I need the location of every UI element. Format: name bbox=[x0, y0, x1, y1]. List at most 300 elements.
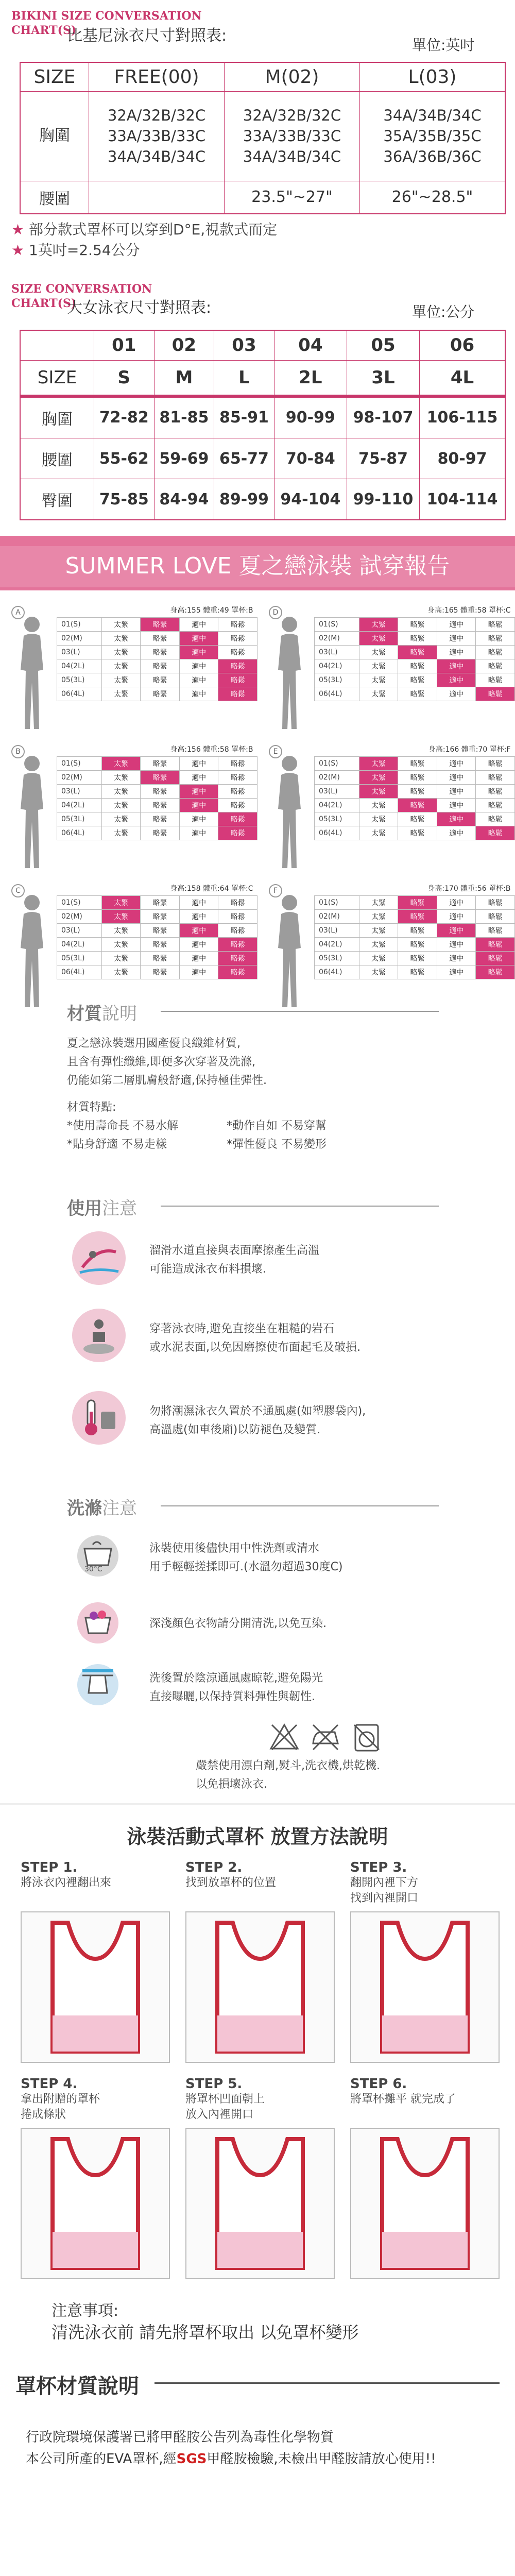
fit-cell: 太緊 bbox=[359, 910, 398, 924]
fit-cell: 略鬆 bbox=[476, 757, 515, 771]
fit-cell: 適中 bbox=[179, 826, 218, 840]
fit-size: 06(4L) bbox=[315, 965, 359, 979]
fit-cell: 略鬆 bbox=[218, 952, 258, 965]
fit-row bbox=[315, 687, 515, 701]
fit-cell: 略鬆 bbox=[476, 673, 515, 687]
model-tag: B bbox=[11, 745, 25, 758]
wash-line: 深淺顏色衣物請分開清洗,以免互染. bbox=[149, 1617, 327, 1630]
usage-item bbox=[149, 1320, 360, 1357]
fit-size: 06(4L) bbox=[57, 687, 102, 701]
fit-size: 02(M) bbox=[57, 771, 102, 785]
fit-size: 03(L) bbox=[315, 646, 359, 659]
fit-cell: 略緊 bbox=[398, 771, 437, 785]
step-photo bbox=[21, 2128, 170, 2279]
fit-cell: 略緊 bbox=[141, 910, 180, 924]
model-info: 身高:170 體重:56 罩杯:B bbox=[427, 885, 511, 893]
step-photo bbox=[350, 2128, 500, 2279]
bikini-chest-free bbox=[89, 91, 225, 181]
cupmat-line-2 bbox=[26, 2448, 436, 2467]
fit-cell: 太緊 bbox=[359, 965, 398, 979]
step-text: 找到內裡開口 bbox=[350, 1892, 419, 1905]
step-title: STEP 4. bbox=[21, 2076, 78, 2092]
fit-cell: 略緊 bbox=[398, 826, 437, 840]
fit-row bbox=[57, 646, 258, 659]
fit-cell: 適中 bbox=[437, 938, 476, 952]
step-title: STEP 5. bbox=[185, 2076, 243, 2092]
bikini-note-1 bbox=[11, 218, 277, 239]
cup-notice: 清洗泳衣前 請先將罩杯取出 以免罩杯變形 bbox=[52, 2323, 359, 2342]
girl-row-chest bbox=[20, 397, 505, 438]
no-machine-wash-icon bbox=[350, 1721, 383, 1754]
girl-cell: 55-62 bbox=[94, 438, 154, 479]
fit-row bbox=[57, 785, 258, 799]
fit-cell: 太緊 bbox=[359, 812, 398, 826]
swimsuit-icon bbox=[22, 1912, 169, 2062]
temp-label: 30°C bbox=[84, 1565, 102, 1573]
fit-cell: 太緊 bbox=[359, 826, 398, 840]
cup-step bbox=[185, 2076, 335, 2282]
fit-size: 01(S) bbox=[57, 757, 102, 771]
fit-cell: 適中 bbox=[179, 910, 218, 924]
fit-row bbox=[57, 952, 258, 965]
girl-code: 04 bbox=[274, 330, 347, 360]
bikini-waist-l: 26"~28.5" bbox=[360, 181, 506, 214]
girl-cell: 81-85 bbox=[154, 397, 214, 438]
wash-item bbox=[149, 1669, 323, 1706]
fit-cell: 適中 bbox=[179, 632, 218, 646]
bikini-chest-cell: 36A/36B/36C bbox=[383, 148, 482, 165]
fit-cell: 略緊 bbox=[398, 632, 437, 646]
fit-size: 02(M) bbox=[315, 910, 359, 924]
bikini-size-table bbox=[20, 62, 506, 214]
fit-cell: 略鬆 bbox=[218, 826, 258, 840]
fit-cell: 適中 bbox=[437, 771, 476, 785]
fit-cell: 太緊 bbox=[101, 812, 141, 826]
fit-cell: 略緊 bbox=[398, 952, 437, 965]
girl-row-hip bbox=[20, 479, 505, 520]
usage-line: 高溫處(如車後廂)以防褪色及變質. bbox=[149, 1423, 321, 1436]
bikini-chest-cell: 34A/34B/34C bbox=[383, 107, 482, 124]
girl-row-label: 腰圍 bbox=[20, 438, 94, 479]
cup-notice-title: 注意事項: bbox=[52, 2302, 119, 2320]
fit-cell: 適中 bbox=[179, 896, 218, 910]
fit-cell: 太緊 bbox=[101, 785, 141, 799]
bikini-waist-free bbox=[89, 181, 225, 214]
bikini-waist-m: 23.5"~27" bbox=[225, 181, 360, 214]
fit-size: 04(2L) bbox=[315, 938, 359, 952]
fit-cell: 略鬆 bbox=[218, 757, 258, 771]
bikini-chest-l bbox=[360, 91, 506, 181]
fit-cell: 太緊 bbox=[101, 659, 141, 673]
fit-size: 01(S) bbox=[57, 896, 102, 910]
fit-row bbox=[57, 896, 258, 910]
fit-cell: 略鬆 bbox=[218, 812, 258, 826]
girl-cell: 94-104 bbox=[274, 479, 347, 520]
fit-cell: 略鬆 bbox=[218, 799, 258, 812]
fit-cell: 略鬆 bbox=[476, 799, 515, 812]
fit-cell: 略緊 bbox=[141, 646, 180, 659]
bikini-chest-cell: 34A/34B/34C bbox=[107, 148, 206, 165]
fit-cell: 略鬆 bbox=[476, 965, 515, 979]
step-title: STEP 3. bbox=[350, 1860, 407, 1875]
girl-cell: 70-84 bbox=[274, 438, 347, 479]
wash-bottom bbox=[196, 1757, 380, 1794]
bikini-note-1-text: 部分款式罩杯可以穿到D°E,視款式而定 bbox=[29, 221, 278, 238]
fit-cell: 略緊 bbox=[141, 896, 180, 910]
material-title bbox=[67, 999, 137, 1025]
fit-cell: 太緊 bbox=[359, 618, 398, 632]
step-text: 找到放罩杯的位置 bbox=[185, 1876, 277, 1889]
girl-cell: 75-85 bbox=[94, 479, 154, 520]
fit-size: 04(2L) bbox=[57, 659, 102, 673]
material-para bbox=[67, 1035, 267, 1090]
fit-row bbox=[315, 910, 515, 924]
fit-row bbox=[57, 618, 258, 632]
cup-steps bbox=[0, 1860, 515, 2293]
fit-size: 02(M) bbox=[57, 910, 102, 924]
fit-cell: 略緊 bbox=[141, 618, 180, 632]
fit-size: 02(M) bbox=[315, 771, 359, 785]
fit-cell: 略鬆 bbox=[476, 910, 515, 924]
step-text: 放入內裡開口 bbox=[185, 2108, 254, 2121]
fit-cell: 略緊 bbox=[141, 757, 180, 771]
step-text: 捲成條狀 bbox=[21, 2108, 66, 2121]
fit-size: 05(3L) bbox=[57, 952, 102, 965]
fit-cell: 太緊 bbox=[101, 687, 141, 701]
fit-size: 05(3L) bbox=[315, 952, 359, 965]
fit-cell: 適中 bbox=[179, 952, 218, 965]
fit-row bbox=[315, 757, 515, 771]
fit-row bbox=[315, 952, 515, 965]
fit-size: 01(S) bbox=[57, 618, 102, 632]
report-title: SUMMER LOVE 夏之戀泳裝 試穿報告 bbox=[65, 553, 450, 579]
girl-cell: 98-107 bbox=[347, 397, 419, 438]
no-iron-icon bbox=[309, 1721, 342, 1754]
fit-cell: 略鬆 bbox=[476, 952, 515, 965]
fit-cell: 太緊 bbox=[101, 673, 141, 687]
fit-cell: 略鬆 bbox=[218, 659, 258, 673]
step-title: STEP 6. bbox=[350, 2076, 407, 2092]
cup-step bbox=[21, 2076, 170, 2282]
girl-code: 01 bbox=[94, 330, 154, 360]
fit-row bbox=[57, 771, 258, 785]
girl-cell: 84-94 bbox=[154, 479, 214, 520]
fit-cell: 略緊 bbox=[141, 952, 180, 965]
fit-cell: 太緊 bbox=[101, 799, 141, 812]
fit-cell: 略緊 bbox=[398, 965, 437, 979]
waterslide-icon bbox=[72, 1231, 126, 1285]
girl-size: L bbox=[214, 360, 274, 395]
fit-row bbox=[57, 812, 258, 826]
fit-row bbox=[315, 785, 515, 799]
fit-cell: 略緊 bbox=[398, 938, 437, 952]
girl-cell: 99-110 bbox=[347, 479, 419, 520]
star-icon: ★ bbox=[11, 242, 25, 259]
fit-cell: 太緊 bbox=[101, 910, 141, 924]
bikini-header-free: FREE(00) bbox=[89, 62, 225, 91]
fit-table bbox=[57, 603, 258, 701]
fit-cell: 適中 bbox=[179, 673, 218, 687]
fit-row bbox=[315, 659, 515, 673]
wash-line: 用手輕輕搓揉即可.(水溫勿超過30度C) bbox=[149, 1561, 343, 1573]
fit-size: 04(2L) bbox=[315, 659, 359, 673]
fit-cell: 略鬆 bbox=[476, 785, 515, 799]
fit-size: 06(4L) bbox=[315, 687, 359, 701]
fit-row bbox=[57, 687, 258, 701]
step-title: STEP 2. bbox=[185, 1860, 243, 1875]
wash-line: 洗後置於陰涼通風處晾乾,避免陽光 bbox=[149, 1672, 323, 1685]
fit-size: 03(L) bbox=[57, 785, 102, 799]
fit-cell: 適中 bbox=[179, 646, 218, 659]
material-para-line: 仍能如第二層肌膚般舒適,保持極佳彈性. bbox=[67, 1074, 267, 1087]
fit-cell: 略緊 bbox=[141, 938, 180, 952]
model-card bbox=[258, 603, 515, 737]
fit-cell: 太緊 bbox=[359, 896, 398, 910]
step-photo bbox=[185, 1911, 335, 2063]
fit-size: 06(4L) bbox=[315, 826, 359, 840]
girl-size: 4L bbox=[420, 360, 505, 395]
cup-step bbox=[185, 1860, 335, 2066]
divider bbox=[161, 1505, 439, 1506]
fit-cell: 太緊 bbox=[101, 924, 141, 938]
material-feature: *使用壽命長 不易水解 bbox=[67, 1120, 178, 1132]
girl-size: S bbox=[94, 360, 154, 395]
model-tag: E bbox=[269, 745, 282, 758]
girl-cell: 72-82 bbox=[94, 397, 154, 438]
fit-cell: 適中 bbox=[437, 632, 476, 646]
wash-bottom-line: 嚴禁使用漂白劑,熨斗,洗衣機,烘乾機. bbox=[196, 1759, 380, 1772]
fit-cell: 適中 bbox=[437, 952, 476, 965]
fit-cell: 略緊 bbox=[141, 924, 180, 938]
fit-cell: 太緊 bbox=[101, 646, 141, 659]
fit-cell: 略鬆 bbox=[218, 938, 258, 952]
fit-cell: 太緊 bbox=[101, 757, 141, 771]
cup-step bbox=[350, 2076, 500, 2282]
color-separate-icon bbox=[77, 1602, 118, 1643]
bikini-chest-cell: 34A/34B/34C bbox=[243, 148, 341, 165]
fit-size: 04(2L) bbox=[57, 938, 102, 952]
fit-cell: 略鬆 bbox=[218, 785, 258, 799]
fit-cell: 太緊 bbox=[359, 771, 398, 785]
girl-size-label: SIZE bbox=[20, 360, 94, 395]
fit-cell: 略鬆 bbox=[218, 910, 258, 924]
fit-size: 05(3L) bbox=[57, 673, 102, 687]
fit-row bbox=[315, 965, 515, 979]
girl-en-title-1: SIZE CONVERSATION bbox=[11, 282, 152, 296]
fit-cell: 略鬆 bbox=[476, 618, 515, 632]
material-title-light: 說明 bbox=[102, 1004, 137, 1024]
fit-cell: 略緊 bbox=[141, 673, 180, 687]
sgs-label: SGS bbox=[176, 2451, 207, 2467]
fit-cell: 略鬆 bbox=[218, 687, 258, 701]
model-card bbox=[0, 742, 258, 876]
thermometer-icon bbox=[72, 1391, 126, 1445]
fit-cell: 略鬆 bbox=[218, 673, 258, 687]
fit-row bbox=[315, 938, 515, 952]
girl-code: 02 bbox=[154, 330, 214, 360]
girl-cell: 59-69 bbox=[154, 438, 214, 479]
fit-cell: 略鬆 bbox=[476, 659, 515, 673]
fit-size: 01(S) bbox=[315, 757, 359, 771]
girl-cell: 65-77 bbox=[214, 438, 274, 479]
step-text: 翻開內裡下方 bbox=[350, 1876, 419, 1889]
fit-row bbox=[315, 826, 515, 840]
bikini-chest-cell: 35A/35B/35C bbox=[383, 127, 482, 145]
fit-size: 03(L) bbox=[57, 646, 102, 659]
girl-cell: 90-99 bbox=[274, 397, 347, 438]
girl-size: 3L bbox=[347, 360, 419, 395]
fit-size: 04(2L) bbox=[57, 799, 102, 812]
fit-cell: 適中 bbox=[437, 826, 476, 840]
fit-cell: 略緊 bbox=[141, 771, 180, 785]
bikini-chest-cell: 32A/32B/32C bbox=[107, 107, 206, 124]
fit-cell: 略緊 bbox=[398, 896, 437, 910]
girl-row-label: 臀圍 bbox=[20, 479, 94, 520]
girl-cell: 85-91 bbox=[214, 397, 274, 438]
fit-cell: 略緊 bbox=[398, 812, 437, 826]
cup-step bbox=[21, 1860, 170, 2066]
girl-code: 03 bbox=[214, 330, 274, 360]
fit-cell: 略緊 bbox=[398, 924, 437, 938]
fit-row bbox=[57, 799, 258, 812]
fit-cell: 太緊 bbox=[359, 938, 398, 952]
model-card bbox=[258, 881, 515, 1015]
fit-cell: 太緊 bbox=[359, 924, 398, 938]
bikini-en-title-2: CHART(S) bbox=[11, 24, 77, 37]
shade-dry-icon bbox=[77, 1664, 118, 1705]
girl-size: M bbox=[154, 360, 214, 395]
fit-size: 05(3L) bbox=[315, 673, 359, 687]
fit-cell: 略鬆 bbox=[476, 812, 515, 826]
fit-cell: 太緊 bbox=[101, 965, 141, 979]
girl-cell: 80-97 bbox=[420, 438, 505, 479]
material-title-bold: 材質 bbox=[67, 1004, 102, 1024]
girl-cell: 75-87 bbox=[347, 438, 419, 479]
wash-bottom-line: 以免損壞泳衣. bbox=[196, 1778, 267, 1791]
fit-table bbox=[314, 742, 515, 840]
fit-cell: 略緊 bbox=[398, 646, 437, 659]
fit-row bbox=[315, 632, 515, 646]
fit-cell: 適中 bbox=[179, 924, 218, 938]
fit-row bbox=[315, 896, 515, 910]
hand-wash-icon bbox=[77, 1535, 118, 1577]
fit-cell: 略鬆 bbox=[218, 646, 258, 659]
fit-cell: 太緊 bbox=[359, 673, 398, 687]
fit-cell: 適中 bbox=[437, 659, 476, 673]
fit-table bbox=[57, 742, 258, 840]
cupmat-title: 罩杯材質說明 bbox=[15, 2375, 139, 2398]
fit-size: 01(S) bbox=[315, 618, 359, 632]
fit-cell: 略緊 bbox=[398, 659, 437, 673]
fit-cell: 太緊 bbox=[101, 896, 141, 910]
girl-en-title-2: CHART(S) bbox=[11, 297, 77, 310]
fit-cell: 適中 bbox=[179, 799, 218, 812]
fit-cell: 太緊 bbox=[101, 632, 141, 646]
fit-size: 03(L) bbox=[315, 785, 359, 799]
fit-cell: 略緊 bbox=[141, 799, 180, 812]
model-info: 身高:156 體重:58 罩杯:B bbox=[170, 745, 253, 754]
model-tag: D bbox=[269, 606, 282, 619]
fit-cell: 太緊 bbox=[101, 826, 141, 840]
cupmat-line-2-post: 甲醛胺檢驗,未檢出甲醛胺請放心使用!! bbox=[207, 2451, 436, 2467]
usage-line: 可能造成泳衣布料損壞. bbox=[149, 1263, 266, 1276]
fit-table bbox=[314, 603, 515, 701]
model-silhouette-icon bbox=[11, 891, 53, 1010]
fit-size: 04(2L) bbox=[315, 799, 359, 812]
no-bleach-icon bbox=[268, 1721, 301, 1754]
fit-cell: 適中 bbox=[179, 965, 218, 979]
girl-cell: 104-114 bbox=[420, 479, 505, 520]
bikini-chest-cell: 33A/33B/33C bbox=[107, 127, 206, 145]
step-text: 將罩杯攤平 就完成了 bbox=[350, 2093, 456, 2106]
material-features-title: 材質特點: bbox=[67, 1101, 116, 1114]
fit-cell: 略鬆 bbox=[218, 618, 258, 632]
bikini-unit: 單位:英吋 bbox=[412, 37, 475, 54]
fit-row bbox=[57, 924, 258, 938]
fit-cell: 適中 bbox=[179, 785, 218, 799]
wash-item bbox=[149, 1615, 327, 1633]
fit-cell: 太緊 bbox=[101, 938, 141, 952]
fit-cell: 略緊 bbox=[141, 632, 180, 646]
fit-size: 03(L) bbox=[315, 924, 359, 938]
bikini-note-2 bbox=[11, 239, 140, 260]
wash-line: 直接曝曬,以保持質料彈性與韌性. bbox=[149, 1690, 315, 1703]
fit-cell: 太緊 bbox=[359, 687, 398, 701]
wash-title-bold: 洗滌 bbox=[67, 1498, 102, 1519]
fit-cell: 太緊 bbox=[359, 757, 398, 771]
star-icon: ★ bbox=[11, 221, 25, 238]
fit-row bbox=[315, 673, 515, 687]
girl-size: 2L bbox=[274, 360, 347, 395]
swimsuit-icon bbox=[186, 1912, 334, 2062]
girl-row-waist bbox=[20, 438, 505, 479]
bikini-title: 比基尼泳衣尺寸對照表: bbox=[67, 27, 227, 45]
report-grid bbox=[0, 603, 515, 1015]
usage-title-bold: 使用 bbox=[67, 1198, 102, 1219]
girl-code: 06 bbox=[420, 330, 505, 360]
fit-table bbox=[57, 881, 258, 979]
fit-cell: 適中 bbox=[437, 673, 476, 687]
step-photo bbox=[21, 1911, 170, 2063]
usage-item bbox=[149, 1242, 319, 1279]
fit-cell: 適中 bbox=[437, 785, 476, 799]
fit-cell: 適中 bbox=[437, 799, 476, 812]
girl-title: 大女泳衣尺寸對照表: bbox=[67, 299, 212, 317]
fit-cell: 略鬆 bbox=[476, 826, 515, 840]
material-feature: *動作自如 不易穿幫 bbox=[227, 1120, 327, 1132]
fit-cell: 略鬆 bbox=[218, 924, 258, 938]
divider bbox=[161, 1206, 439, 1207]
fit-cell: 適中 bbox=[437, 618, 476, 632]
fit-row bbox=[57, 757, 258, 771]
wash-item bbox=[149, 1539, 343, 1577]
fit-cell: 略緊 bbox=[398, 910, 437, 924]
fit-row bbox=[57, 910, 258, 924]
fit-cell: 略緊 bbox=[141, 826, 180, 840]
fit-size: 01(S) bbox=[315, 896, 359, 910]
fit-cell: 略鬆 bbox=[218, 771, 258, 785]
fit-cell: 略鬆 bbox=[476, 632, 515, 646]
fit-cell: 太緊 bbox=[359, 785, 398, 799]
fit-size: 03(L) bbox=[57, 924, 102, 938]
fit-cell: 略緊 bbox=[398, 687, 437, 701]
fit-size: 06(4L) bbox=[57, 965, 102, 979]
usage-item bbox=[149, 1402, 366, 1439]
fit-cell: 略緊 bbox=[141, 785, 180, 799]
girl-row-label: 胸圍 bbox=[20, 397, 94, 438]
fit-cell: 略緊 bbox=[141, 687, 180, 701]
fit-row bbox=[315, 646, 515, 659]
